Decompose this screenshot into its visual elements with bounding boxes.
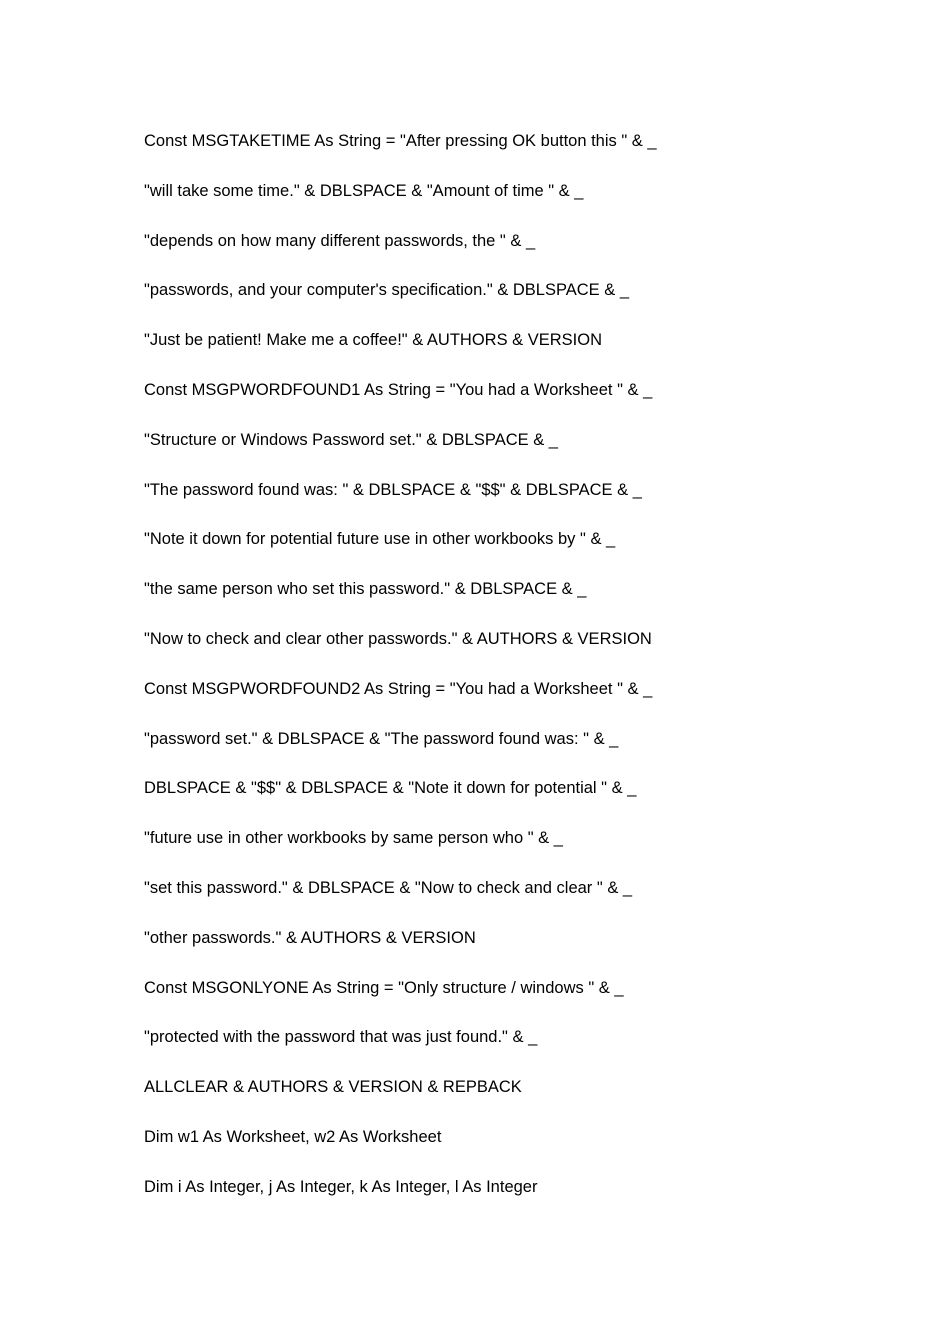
code-text-block — [144, 128, 904, 1224]
code-line: "set this password." & DBLSPACE & "Now to check and clear " & _ — [144, 878, 633, 897]
code-line: "the same person who set this password." & DBLSPACE & _ — [144, 580, 587, 599]
code-line: "Just be patient! Make me a coffee!" & AUTHORS & VERSION — [144, 331, 603, 350]
code-line: Const MSGONLYONE As String = "Only structure / windows " & _ — [144, 978, 624, 997]
code-line: "passwords, and your computer's specification." & DBLSPACE & _ — [144, 281, 630, 300]
code-line: "The password found was: " & DBLSPACE & "$$" & DBLSPACE & _ — [144, 480, 642, 499]
code-line: "Note it down for potential future use in other workbooks by " & _ — [144, 530, 616, 549]
code-line: ALLCLEAR & AUTHORS & VERSION & REPBACK — [144, 1078, 522, 1097]
code-line: Dim i As Integer, j As Integer, k As Integer, l As Integer — [144, 1177, 538, 1196]
code-line: "other passwords." & AUTHORS & VERSION — [144, 928, 476, 947]
code-line: Const MSGPWORDFOUND2 As String = "You had a Worksheet " & _ — [144, 679, 653, 698]
code-line: "Structure or Windows Password set." & DBLSPACE & _ — [144, 430, 558, 449]
code-line: Const MSGTAKETIME As String = "After pressing OK button this " & _ — [144, 132, 657, 150]
code-line: "Now to check and clear other passwords." & AUTHORS & VERSION — [144, 629, 652, 648]
code-line: "password set." & DBLSPACE & "The password found was: " & _ — [144, 729, 619, 748]
code-line: "protected with the password that was just found." & _ — [144, 1028, 538, 1047]
code-line: Dim w1 As Worksheet, w2 As Worksheet — [144, 1127, 442, 1146]
code-line: "will take some time." & DBLSPACE & "Amount of time " & _ — [144, 181, 584, 200]
code-line: "future use in other workbooks by same person who " & _ — [144, 829, 563, 848]
code-line: Const MSGPWORDFOUND1 As String = "You had a Worksheet " & _ — [144, 380, 653, 399]
code-line: DBLSPACE & "$$" & DBLSPACE & "Note it down for potential " & _ — [144, 779, 637, 798]
code-line: "depends on how many different passwords, the " & _ — [144, 231, 536, 250]
